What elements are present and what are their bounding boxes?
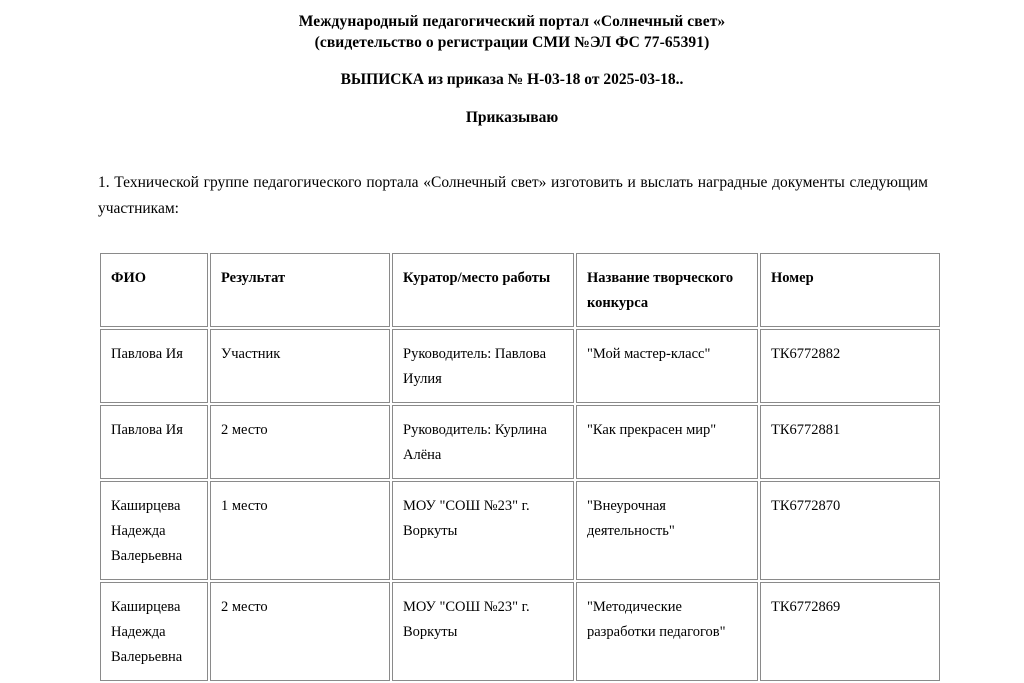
table-row [100, 329, 940, 403]
cell-curator: Руководитель: Курлина Алёна [392, 405, 574, 479]
cell-result: 2 место [210, 405, 390, 479]
portal-title-line-1: Международный педагогический портал «Солнечный свет» [298, 13, 726, 30]
cell-curator: МОУ "СОШ №23" г. Воркуты [392, 481, 574, 580]
cell-number: ТК6772869 [760, 582, 940, 681]
column-header-result: Результат [210, 253, 390, 327]
table-row [100, 405, 940, 479]
cell-contest: "Методические разработки педагогов" [576, 582, 758, 681]
cell-number: ТК6772882 [760, 329, 940, 403]
awards-table-head [100, 253, 940, 327]
cell-number: ТК6772870 [760, 481, 940, 580]
document-header [0, 0, 1024, 128]
intro-paragraph: 1. Технической группе педагогического портала «Солнечный свет» изготовить и выслать наградные документы следующим участникам: [98, 174, 928, 217]
cell-fio: Каширцева Надежда Валерьевна [100, 481, 208, 580]
cell-contest: "Внеурочная деятельность" [576, 481, 758, 580]
awards-table-container [0, 222, 1024, 683]
decree-heading: Приказываю [465, 109, 559, 126]
cell-contest: "Мой мастер-класс" [576, 329, 758, 403]
cell-curator: Руководитель: Павлова Иулия [392, 329, 574, 403]
column-header-contest: Название творческого конкурса [576, 253, 758, 327]
table-header-row [100, 253, 940, 327]
cell-fio: Павлова Ия [100, 405, 208, 479]
awards-table [98, 251, 942, 683]
cell-number: ТК6772881 [760, 405, 940, 479]
column-header-curator: Куратор/место работы [392, 253, 574, 327]
order-extract-line: ВЫПИСКА из приказа № Н-03-18 от 2025-03-18.. [340, 71, 684, 88]
portal-registration-line: (свидетельство о регистрации СМИ №ЭЛ ФС 77-65391) [314, 34, 710, 51]
cell-result: 1 место [210, 481, 390, 580]
column-header-number: Номер [760, 253, 940, 327]
table-row [100, 481, 940, 580]
cell-fio: Каширцева Надежда Валерьевна [100, 582, 208, 681]
table-row [100, 582, 940, 681]
cell-fio: Павлова Ия [100, 329, 208, 403]
cell-result: 2 место [210, 582, 390, 681]
cell-result: Участник [210, 329, 390, 403]
cell-curator: МОУ "СОШ №23" г. Воркуты [392, 582, 574, 681]
column-header-fio: ФИО [100, 253, 208, 327]
cell-contest: "Как прекрасен мир" [576, 405, 758, 479]
awards-table-body [100, 329, 940, 681]
